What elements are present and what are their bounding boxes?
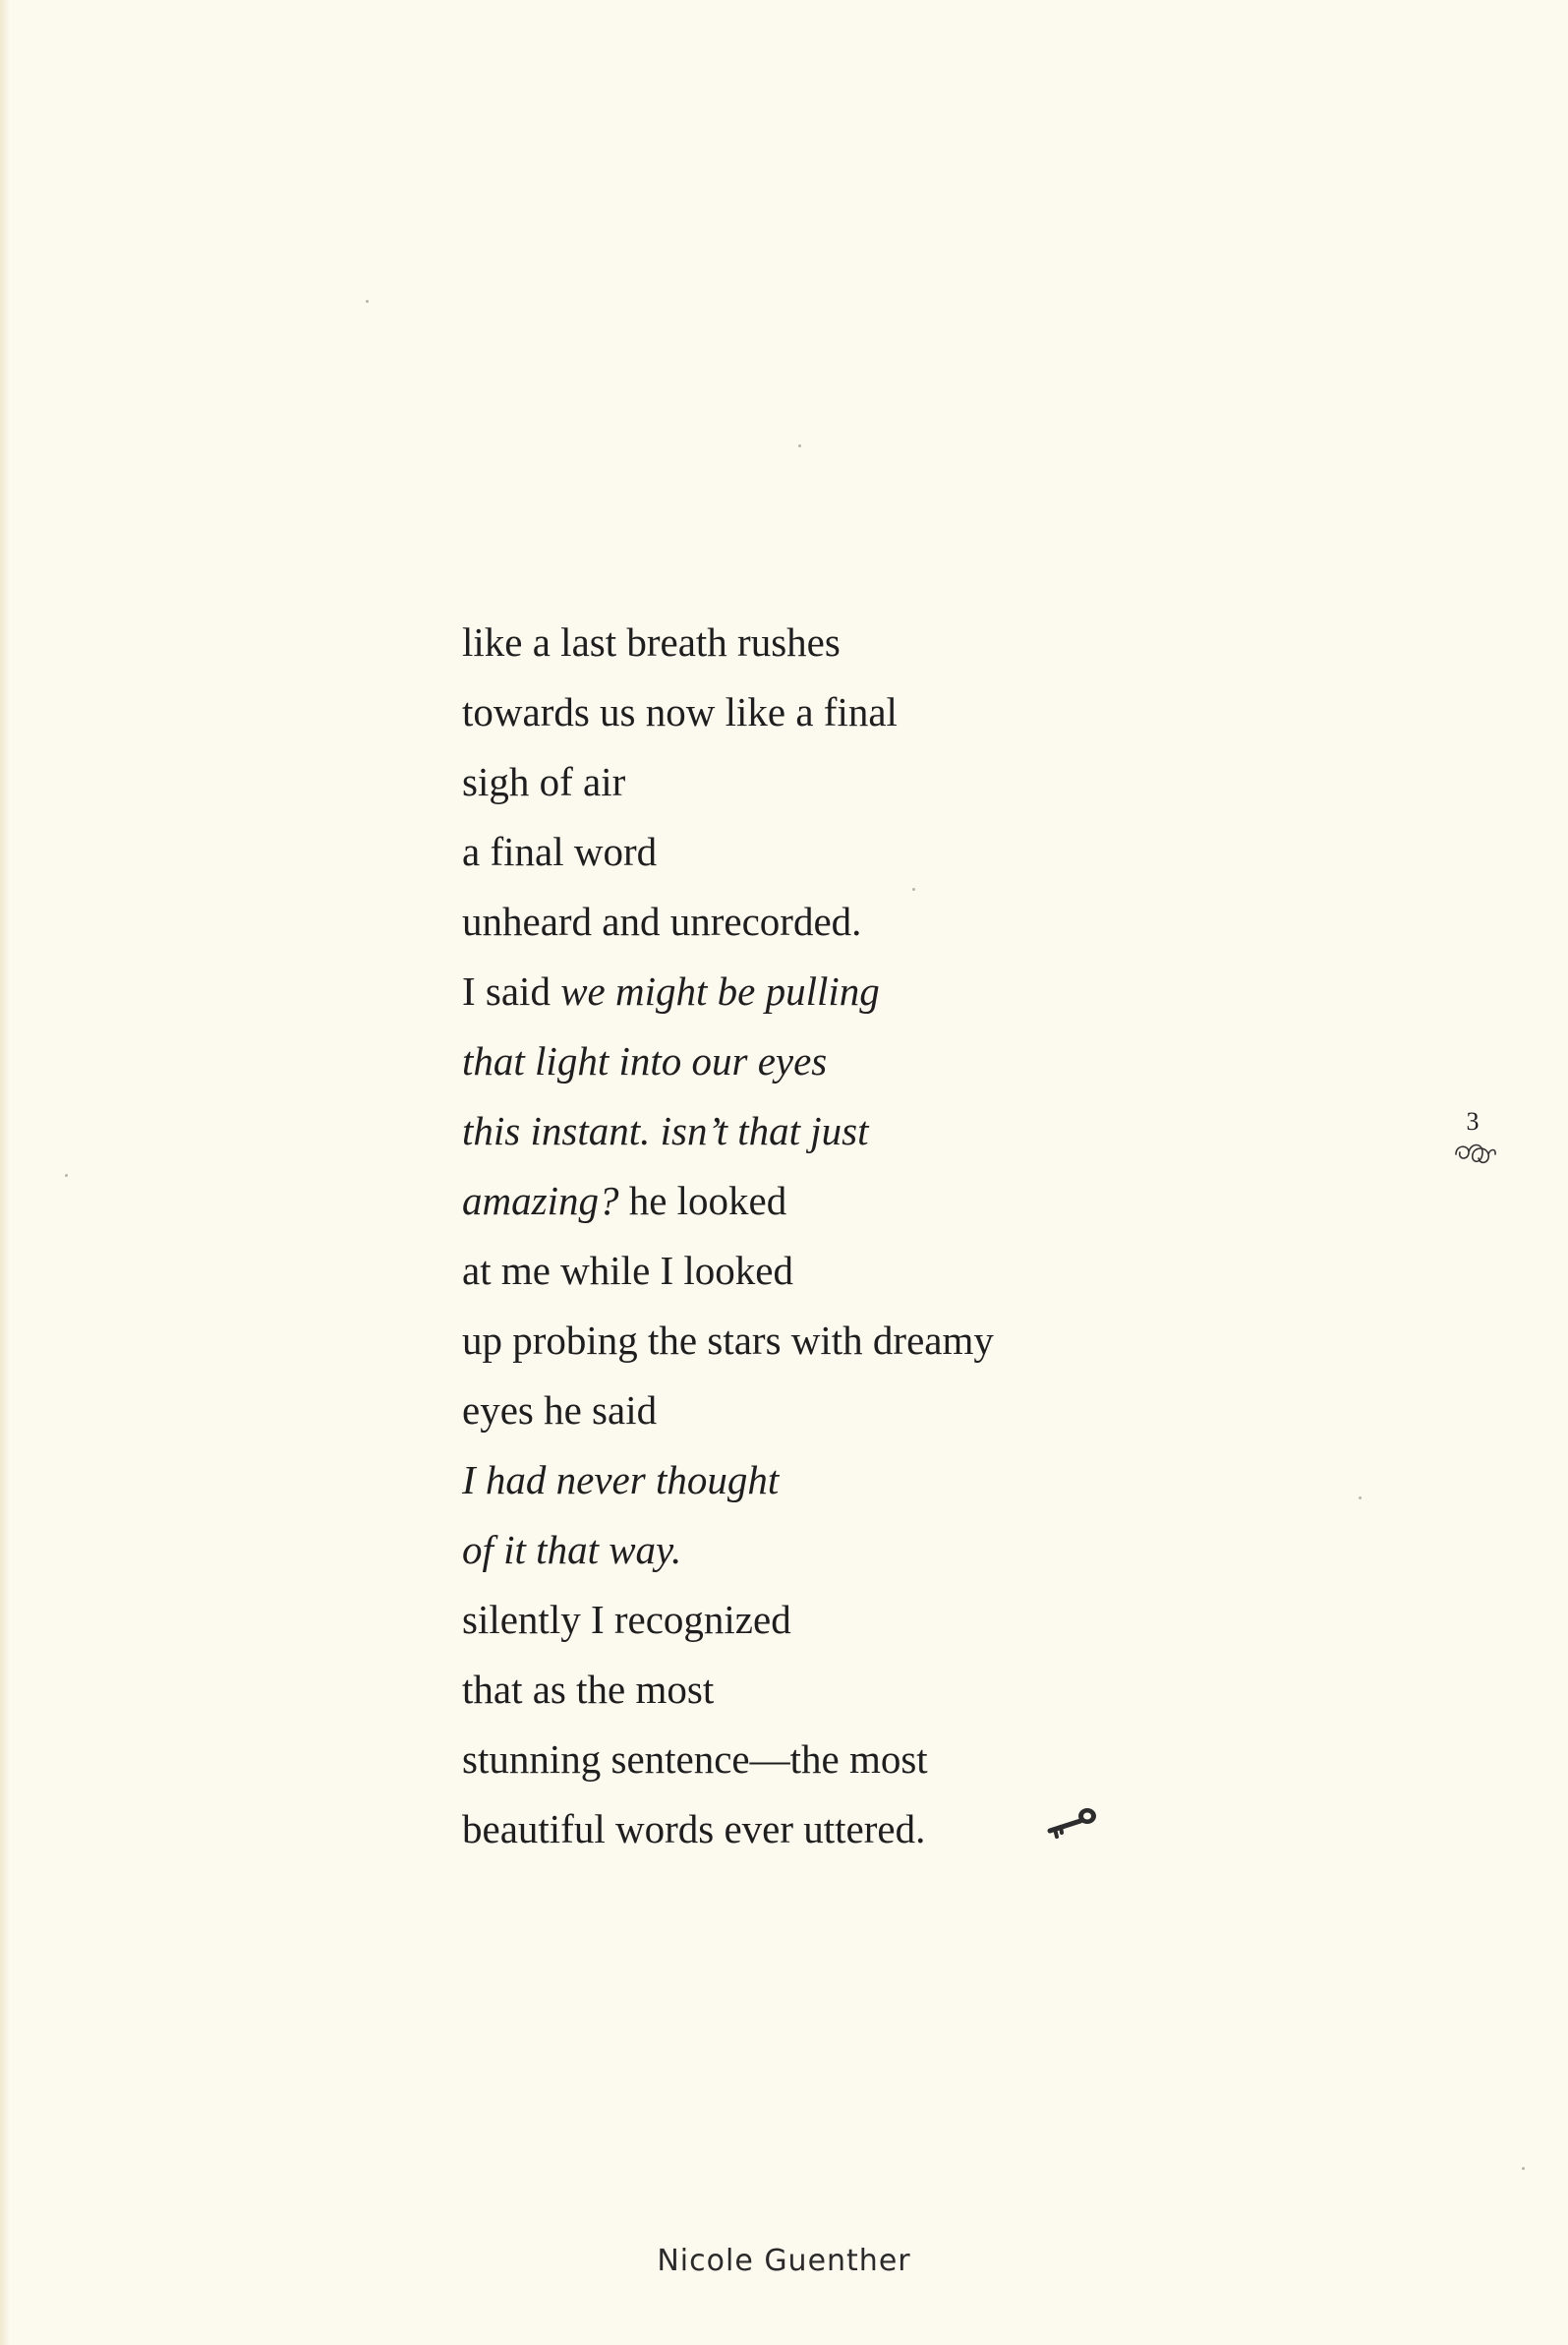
poem-italic-text: we might be pulling (560, 968, 880, 1014)
poem-text-segment: sigh of air (462, 759, 626, 804)
poem-italic-text: of it that way. (462, 1527, 682, 1572)
paper-speck (366, 300, 369, 303)
poem-italic-text: I had never thought (462, 1457, 780, 1502)
poem-text-segment: eyes he said (462, 1387, 658, 1433)
page-number: 3 (1466, 1107, 1480, 1136)
paper-speck (798, 444, 801, 447)
poem-line (462, 677, 1347, 747)
poem-line (462, 1166, 1347, 1236)
poem-line (462, 1445, 1347, 1515)
poem-text-segment: unheard and unrecorded. (462, 899, 862, 944)
paper-speck (65, 1174, 68, 1177)
author-name: Nicole Guenther (657, 2244, 911, 2278)
poem-italic-text: this instant. isn’t that just (462, 1108, 869, 1153)
poem-line (462, 1794, 1347, 1864)
poem-line (462, 1026, 1347, 1096)
poem-line (462, 1236, 1347, 1306)
poem-line (462, 887, 1347, 957)
flourish-icon (1453, 1133, 1498, 1172)
key-icon (1042, 1804, 1101, 1840)
poem-text (462, 608, 1347, 1864)
poem-text-segment: silently I recognized (462, 1597, 791, 1642)
poem-line (462, 1585, 1347, 1655)
poem-text-segment: stunning sentence—the most (462, 1736, 928, 1782)
poem-line (462, 1725, 1347, 1794)
poem-line (462, 1376, 1347, 1445)
poem-text-segment: that as the most (462, 1667, 715, 1712)
poem-text-segment: I said (462, 968, 561, 1014)
poem-text-segment: at me while I looked (462, 1248, 794, 1293)
poem-line (462, 1655, 1347, 1725)
poem-italic-text: amazing? (462, 1178, 619, 1223)
poem-line (462, 1096, 1347, 1166)
poem-line (462, 747, 1347, 817)
poem-text-segment: a final word (462, 829, 658, 874)
poem-text-segment: up probing the stars with dreamy (462, 1318, 994, 1363)
poem-line (462, 608, 1347, 677)
poem-line (462, 957, 1347, 1026)
poem-line (462, 1515, 1347, 1585)
poem-text-segment: he looked (618, 1178, 787, 1223)
poem-text-segment: towards us now like a final (462, 689, 898, 734)
paper-speck (1359, 1496, 1362, 1499)
poem-line (462, 817, 1347, 887)
paper-speck (1522, 2167, 1525, 2170)
poem-italic-text: that light into our eyes (462, 1038, 828, 1084)
poem-line (462, 1306, 1347, 1376)
poem-text-segment: like a last breath rushes (462, 619, 841, 665)
page-edge-shading (0, 0, 10, 2345)
poem-text-segment: beautiful words ever uttered. (462, 1806, 926, 1851)
